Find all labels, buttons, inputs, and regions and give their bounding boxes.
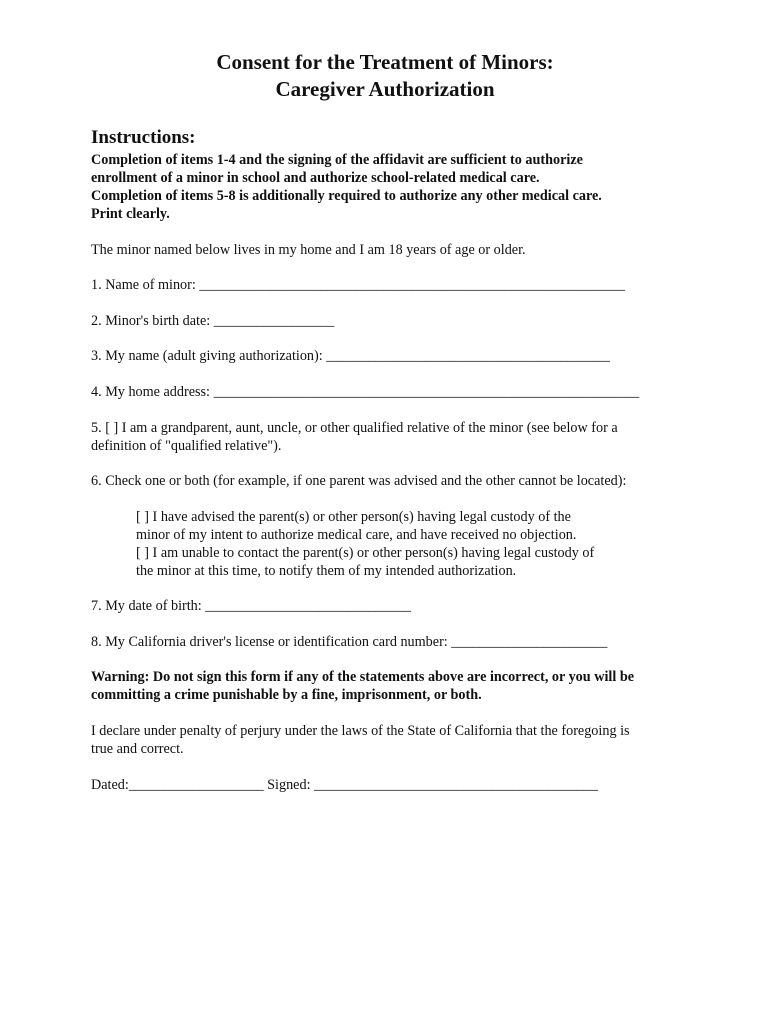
adult-name-field[interactable]: ________________________________________ xyxy=(326,348,610,364)
license-number-field[interactable]: ______________________ xyxy=(451,634,608,650)
item-3-my-name xyxy=(91,347,691,365)
instructions-line: Completion of items 1-4 and the signing of the affidavit are sufficient to authorize xyxy=(91,152,583,168)
warning-line: Warning: Do not sign this form if any of the statements above are incorrect, or you will be xyxy=(91,669,635,685)
item-6-option-unable-cont: the minor at this time, to notify them of my intended authorization. xyxy=(136,563,517,579)
item-5-line: 5. [ ] I am a grandparent, aunt, uncle, or other qualified relative of the minor (see below for a xyxy=(91,420,618,436)
item-6-option-advised-cont: minor of my intent to authorize medical care, and have received no objection. xyxy=(136,527,577,543)
item-4-label: 4. My home address: xyxy=(91,384,214,400)
dated-field[interactable]: ___________________ xyxy=(128,777,264,793)
item-8-license-number xyxy=(91,633,691,651)
item-2-label: 2. Minor's birth date: xyxy=(91,313,214,329)
minor-birth-date-field[interactable]: _________________ xyxy=(213,313,335,329)
home-address-field[interactable]: ____________________________________________________________ xyxy=(213,384,640,400)
instructions-heading: Instructions: xyxy=(91,127,196,148)
declaration-line: true and correct. xyxy=(91,741,184,757)
instructions-line: enrollment of a minor in school and authorize school-related medical care. xyxy=(91,170,540,186)
form-title-line2: Caregiver Authorization xyxy=(275,77,495,101)
item-3-label: 3. My name (adult giving authorization): xyxy=(91,348,327,364)
intro-text: The minor named below lives in my home and I am 18 years of age or older. xyxy=(91,242,526,258)
declaration-line: I declare under penalty of perjury under the laws of the State of California that the foregoing is xyxy=(91,723,630,739)
item-7-label: 7. My date of birth: xyxy=(91,598,206,614)
instructions-line: Print clearly. xyxy=(91,206,170,222)
declaration-text xyxy=(91,722,691,758)
signature-line xyxy=(91,776,691,794)
minor-name-field[interactable]: ____________________________________________________________ xyxy=(199,277,625,293)
item-1-name-of-minor xyxy=(91,276,691,294)
my-birth-date-field[interactable]: _____________________________ xyxy=(205,598,411,614)
item-6-option-unable[interactable]: [ ] I am unable to contact the parent(s) or other person(s) having legal custody of xyxy=(136,545,595,561)
item-6-check-one-or-both: 6. Check one or both (for example, if one parent was advised and the other cannot be located): xyxy=(91,473,627,489)
warning-text xyxy=(91,668,691,704)
warning-line: committing a crime punishable by a fine, imprisonment, or both. xyxy=(91,687,482,703)
item-4-home-address xyxy=(91,383,691,401)
item-5-line: definition of "qualified relative"). xyxy=(91,438,282,454)
instructions-line: Completion of items 5-8 is additionally required to authorize any other medical care. xyxy=(91,188,602,204)
signed-label: Signed: xyxy=(263,777,315,793)
item-2-birth-date xyxy=(91,312,691,330)
instructions-text xyxy=(91,151,691,223)
item-6-options xyxy=(136,508,736,580)
signature-field[interactable]: ________________________________________ xyxy=(314,777,598,793)
dated-label: Dated: xyxy=(91,777,129,793)
form-title-line1: Consent for the Treatment of Minors: xyxy=(216,50,554,74)
item-8-label: 8. My California driver's license or identification card number: xyxy=(91,634,452,650)
item-6-option-advised[interactable]: [ ] I have advised the parent(s) or other person(s) having legal custody of the xyxy=(136,509,571,525)
item-5-qualified-relative[interactable] xyxy=(91,419,691,455)
item-1-label: 1. Name of minor: xyxy=(91,277,200,293)
item-7-my-birth-date xyxy=(91,597,691,615)
